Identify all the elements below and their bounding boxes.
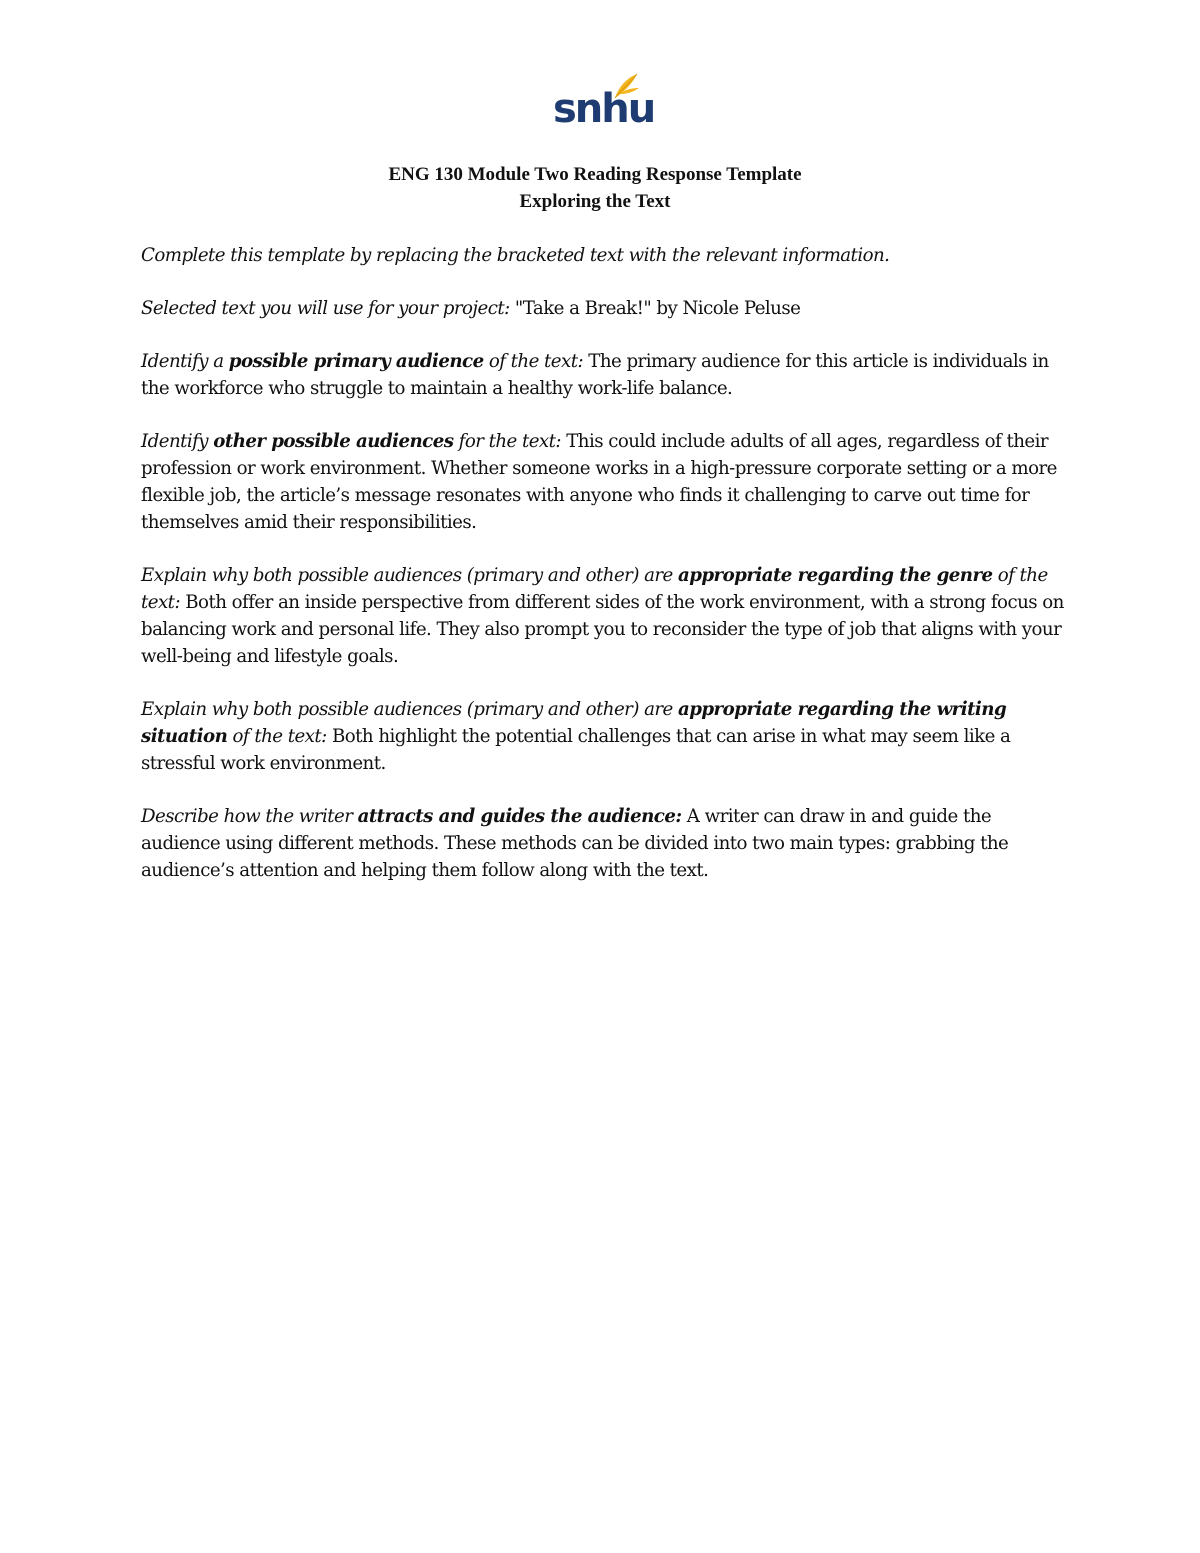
other-audiences-field [141, 428, 1071, 536]
genre-answer: Both offer an inside perspective from different sides of the work environment, with a strong focus on balancing work and personal life. They also prompt you to reconsider the type of job that aligns with your well-being and lifestyle goals. [141, 592, 1064, 667]
genre-prompt-end: of the text: [141, 565, 1048, 613]
primary-audience-prompt-end: of the text: [483, 351, 584, 372]
snhu-logo [553, 72, 655, 134]
writing-situation-prompt-key: appropriate regarding the writing situation [141, 699, 1007, 747]
writing-situation-answer: Both highlight the potential challenges that can arise in what may seem like a stressful work environment. [141, 726, 1011, 774]
writing-situation-prompt-start: Explain why both possible audiences (primary and other) are [141, 699, 678, 720]
genre-prompt-key: appropriate regarding the genre [677, 565, 993, 586]
other-audiences-prompt-start: Identify [141, 431, 214, 452]
genre-field [141, 562, 1071, 670]
other-audiences-prompt-key: other possible audiences [213, 431, 454, 452]
primary-audience-field [141, 348, 1071, 402]
genre-prompt-start: Explain why both possible audiences (primary and other) are [141, 565, 678, 586]
attracts-guides-field [141, 803, 1071, 884]
attracts-guides-answer: A writer can draw in and guide the audience using different methods. These methods can be divided into two main types: grabbing the audience’s attention and helping them follow along with the text. [141, 806, 1009, 881]
primary-audience-prompt-key: possible primary audience [228, 351, 484, 372]
other-audiences-prompt-end: for the text: [453, 431, 561, 452]
attracts-guides-prompt-start: Describe how the writer [141, 806, 358, 827]
attracts-guides-prompt-key: attracts and guides the audience: [357, 806, 682, 827]
selected-text-answer: "Take a Break!" by Nicole Peluse [509, 298, 801, 319]
template-content [141, 242, 1071, 910]
other-audiences-answer: This could include adults of all ages, regardless of their profession or work environment. Whether someone works in a high-pressure corporate setting or a more flexible job, the article’s message resonates with anyone who finds it challenging to carve out time for themselves amid their responsibilities. [141, 431, 1057, 533]
selected-text-field [141, 295, 1071, 322]
primary-audience-prompt-start: Identify a [141, 351, 229, 372]
selected-text-prompt: Selected text you will use for your project: [141, 298, 510, 319]
writing-situation-prompt-end: of the text: [227, 726, 327, 747]
instructions: Complete this template by replacing the bracketed text with the relevant information. [141, 245, 890, 266]
page-title-block [0, 161, 1190, 215]
page-subtitle: Exploring the Text [519, 191, 671, 212]
primary-audience-answer: The primary audience for this article is individuals in the workforce who struggle to maintain a healthy work-life balance. [141, 351, 1049, 399]
page-title: ENG 130 Module Two Reading Response Template [388, 164, 802, 185]
writing-situation-field [141, 696, 1071, 777]
logo-wordmark: snhu [553, 86, 655, 132]
